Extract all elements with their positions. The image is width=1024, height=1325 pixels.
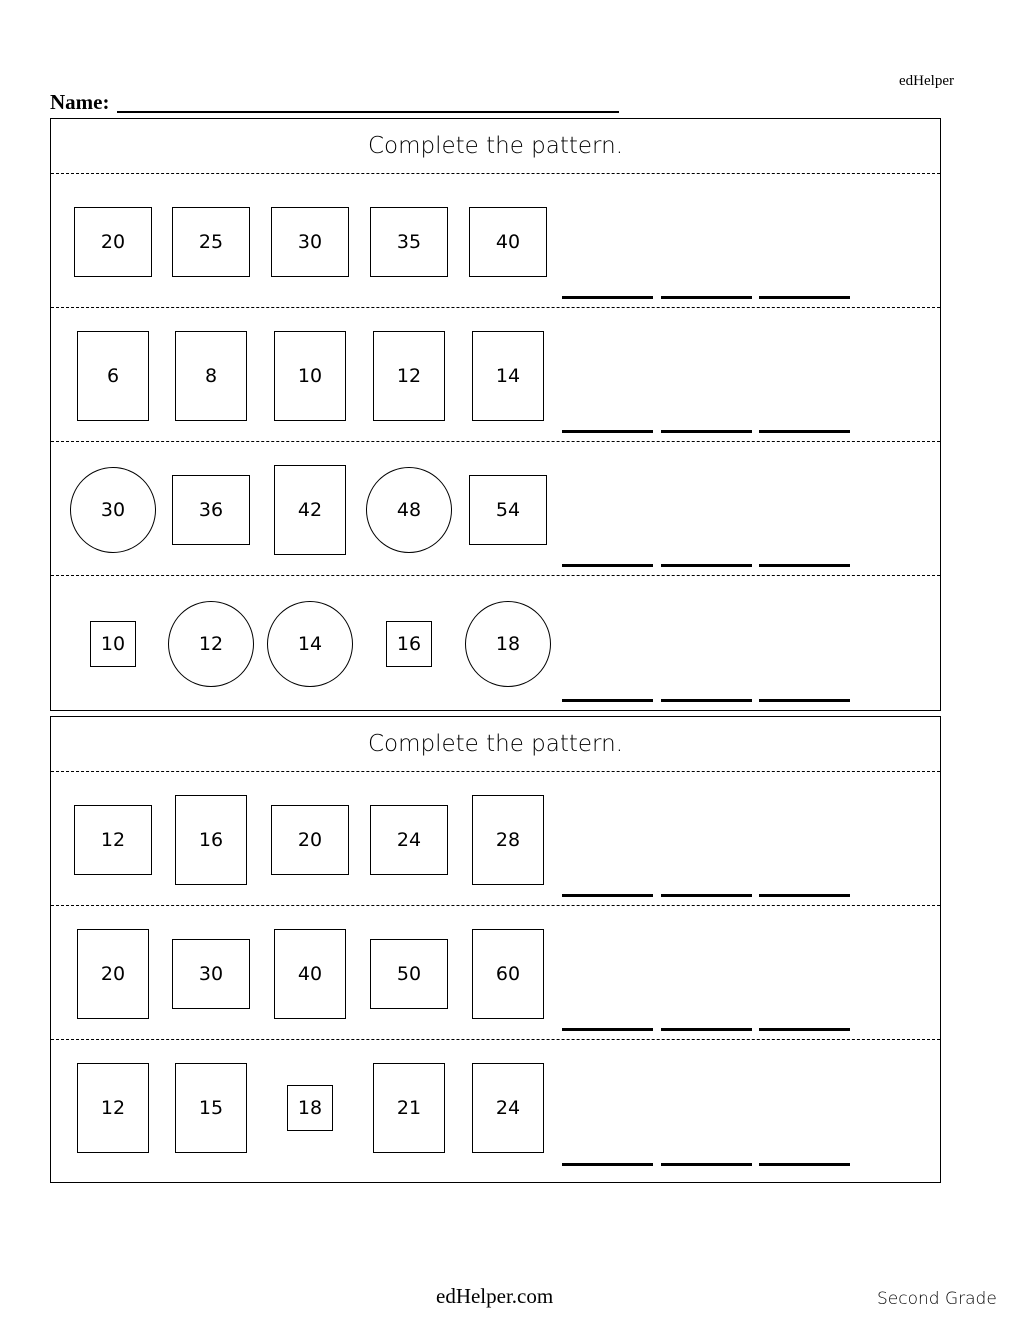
pattern-square-item: 35 (370, 207, 448, 277)
pattern-tall-rect-item: 24 (472, 1063, 544, 1153)
pattern-row (51, 772, 940, 906)
answer-blank[interactable] (661, 1028, 752, 1031)
pattern-small-square-item: 18 (287, 1085, 333, 1131)
answer-blank[interactable] (759, 564, 850, 567)
name-label: Name: (50, 90, 110, 114)
answer-blank[interactable] (759, 1163, 850, 1166)
section-title: Complete the pattern. (51, 717, 940, 772)
answer-blank[interactable] (661, 894, 752, 897)
pattern-tall-rect-item: 14 (472, 331, 544, 421)
pattern-row (51, 174, 940, 308)
pattern-square-item: 40 (469, 207, 547, 277)
pattern-tall-rect-item: 8 (175, 331, 247, 421)
pattern-square-item: 30 (172, 939, 250, 1009)
pattern-tall-rect-item: 16 (175, 795, 247, 885)
pattern-square-item: 20 (74, 207, 152, 277)
pattern-square-item: 25 (172, 207, 250, 277)
name-field (50, 90, 619, 115)
answer-blank[interactable] (562, 699, 653, 702)
answer-blank[interactable] (661, 430, 752, 433)
pattern-small-square-item: 16 (386, 621, 432, 667)
pattern-tall-rect-item: 6 (77, 331, 149, 421)
answer-blank[interactable] (759, 296, 850, 299)
pattern-section-2 (50, 716, 941, 1183)
section-title: Complete the pattern. (51, 119, 940, 174)
pattern-row (51, 576, 940, 710)
answer-blank[interactable] (759, 430, 850, 433)
pattern-row (51, 308, 940, 442)
brand-top: edHelper (899, 73, 954, 89)
pattern-tall-rect-item: 20 (77, 929, 149, 1019)
name-blank-line[interactable] (117, 111, 619, 113)
pattern-square-item: 36 (172, 475, 250, 545)
pattern-tall-rect-item: 28 (472, 795, 544, 885)
pattern-row (51, 442, 940, 576)
pattern-square-item: 50 (370, 939, 448, 1009)
pattern-circle-item: 18 (465, 601, 551, 687)
answer-blank[interactable] (562, 564, 653, 567)
pattern-square-item: 20 (271, 805, 349, 875)
pattern-tall-rect-item: 60 (472, 929, 544, 1019)
pattern-row (51, 906, 940, 1040)
pattern-square-item: 24 (370, 805, 448, 875)
pattern-tall-rect-item: 12 (373, 331, 445, 421)
pattern-tall-rect-item: 42 (274, 465, 346, 555)
answer-blank[interactable] (562, 296, 653, 299)
answer-blank[interactable] (759, 699, 850, 702)
answer-blank[interactable] (562, 1028, 653, 1031)
footer-grade: Second Grade (877, 1289, 997, 1309)
pattern-tall-rect-item: 10 (274, 331, 346, 421)
answer-blank[interactable] (661, 1163, 752, 1166)
answer-blank[interactable] (562, 430, 653, 433)
footer-site: edHelper.com (436, 1284, 554, 1308)
pattern-circle-item: 48 (366, 467, 452, 553)
answer-blank[interactable] (562, 894, 653, 897)
answer-blank[interactable] (759, 894, 850, 897)
answer-blank[interactable] (661, 296, 752, 299)
answer-blank[interactable] (661, 564, 752, 567)
pattern-tall-rect-item: 21 (373, 1063, 445, 1153)
pattern-tall-rect-item: 15 (175, 1063, 247, 1153)
pattern-row (51, 1040, 940, 1174)
pattern-circle-item: 12 (168, 601, 254, 687)
answer-blank[interactable] (661, 699, 752, 702)
pattern-circle-item: 14 (267, 601, 353, 687)
answer-blank[interactable] (759, 1028, 850, 1031)
pattern-small-square-item: 10 (90, 621, 136, 667)
pattern-square-item: 30 (271, 207, 349, 277)
pattern-tall-rect-item: 12 (77, 1063, 149, 1153)
pattern-circle-item: 30 (70, 467, 156, 553)
pattern-square-item: 12 (74, 805, 152, 875)
answer-blank[interactable] (562, 1163, 653, 1166)
pattern-tall-rect-item: 40 (274, 929, 346, 1019)
pattern-section-1 (50, 118, 941, 711)
pattern-square-item: 54 (469, 475, 547, 545)
